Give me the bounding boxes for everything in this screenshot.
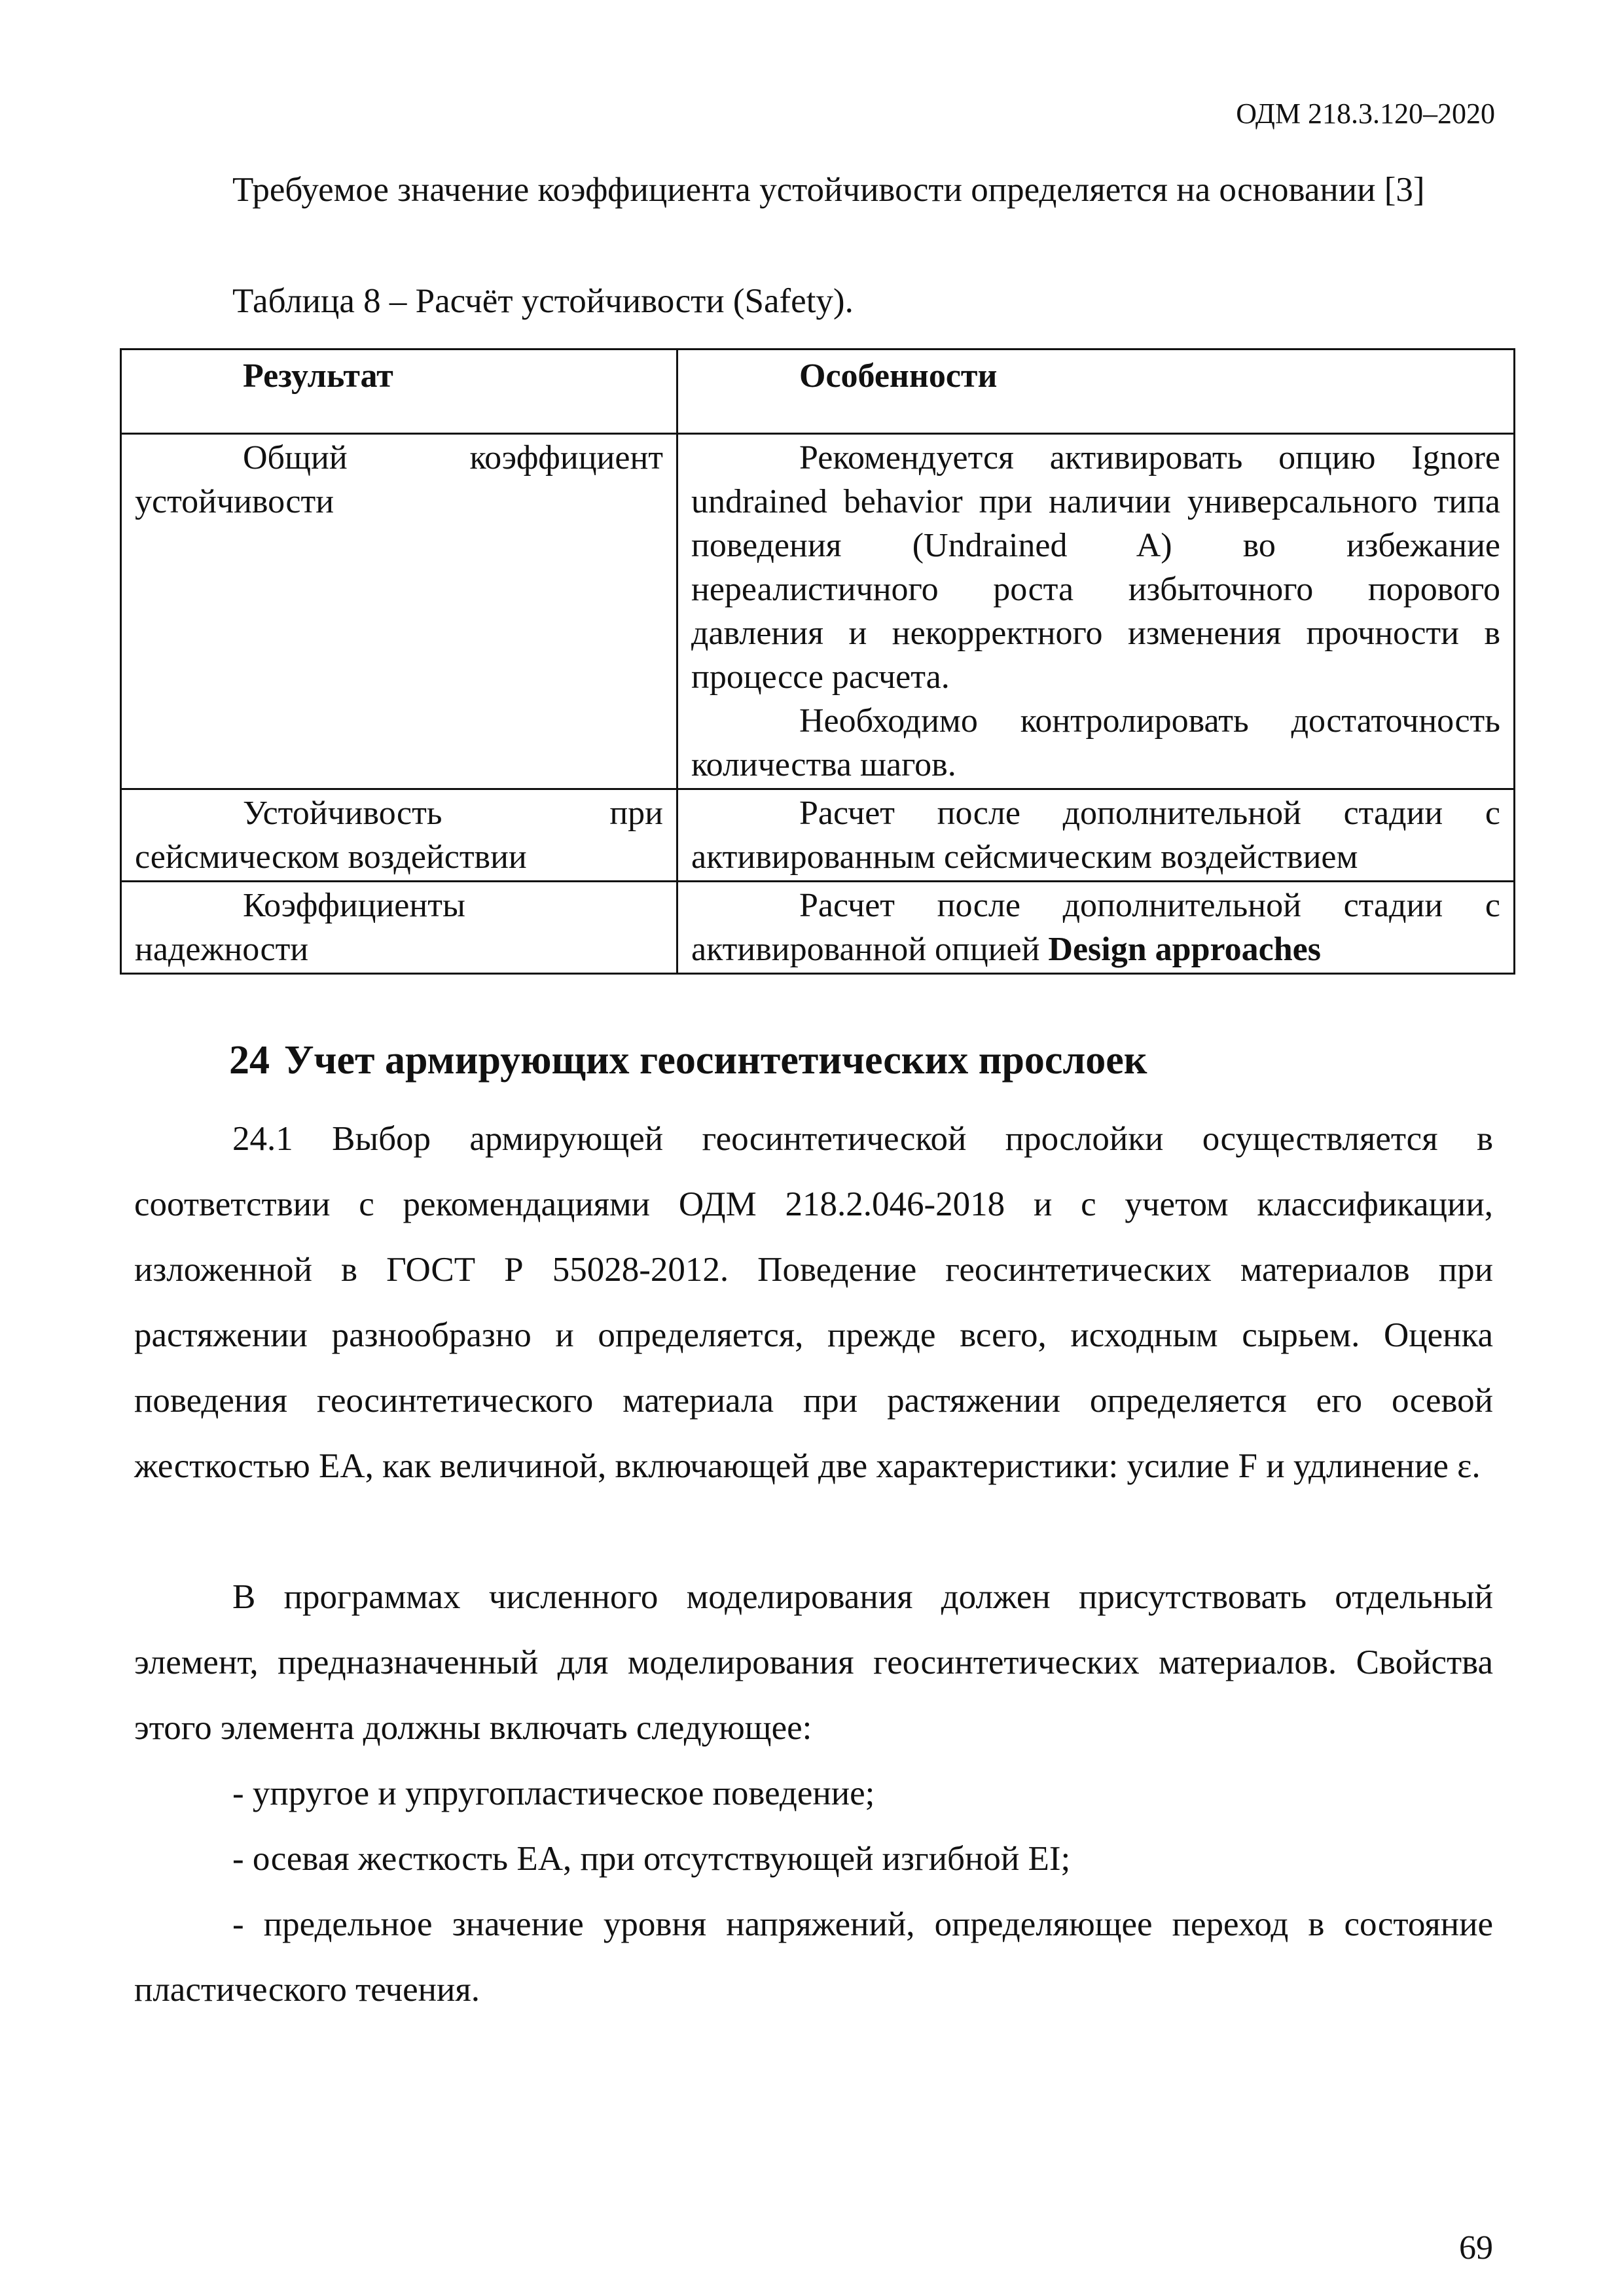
page-number: 69 xyxy=(1459,2229,1493,2267)
table-row xyxy=(121,882,1515,974)
cell-result xyxy=(121,789,677,882)
table-row xyxy=(121,434,1515,789)
list-item: - упругое и упругопластическое поведение; xyxy=(232,1774,875,1812)
feature-text: Расчет после дополнительной стадии с активированной опцией xyxy=(691,887,1500,968)
paragraph-24-1: 24.1 Выбор армирующей геосинтетической прослойки осуществляется в соответствии с рекомендациями ОДМ 218.2.046-2018 и с учетом классификации, изложенной в ГОСТ Р 55028-2012. Поведение геосинтетических материалов при растяжении разнообразно и определяется, прежде всего, исходным сырьем. Оценка поведения геосинтетического материала при растяжении определяется его осевой жесткостью EA, как величиной, включающей две характеристики: усилие F и удлинение ε. xyxy=(134,1120,1493,1485)
paragraph-programs: В программах численного моделирования должен присутствовать отдельный элемент, предназначенный для моделирования геосинтетических материалов. Свойства этого элемента должны включать следующее: xyxy=(134,1578,1493,1747)
feature-paragraph: Расчет после дополнительной стадии с активированным сейсмическим воздействием xyxy=(691,795,1500,876)
list-item: - осевая жесткость EA, при отсутствующей изгибной EI; xyxy=(232,1840,1071,1878)
document-code-header: ОДМ 218.3.120–2020 xyxy=(1236,98,1495,130)
section-number: 24 xyxy=(229,1038,270,1083)
section-heading xyxy=(229,1037,1147,1084)
design-approaches-bold: Design approaches xyxy=(1048,931,1321,968)
cell-result-text: Общий коэффициент xyxy=(243,439,663,476)
cell-result xyxy=(121,882,677,974)
column-header-features: Особенности xyxy=(677,350,1515,434)
feature-paragraph xyxy=(691,884,1500,971)
list-item: - предельное значение уровня напряжений, определяющее переход в состояние пластического течения. xyxy=(134,1905,1493,2009)
cell-result-text-cont: надежности xyxy=(135,931,309,968)
column-header-result: Результат xyxy=(121,350,677,434)
cell-features xyxy=(677,789,1515,882)
section-title: Учет армирующих геосинтетических прослоек xyxy=(284,1038,1147,1083)
feature-paragraph: Рекомендуется активировать опцию Ignore undrained behavior при наличии универсального типа поведения (Undrained A) во избежание нереалистичного роста избыточного порового давления и некорректного изменения прочности в процессе расчета. xyxy=(691,439,1500,696)
safety-table xyxy=(120,348,1515,975)
cell-result-text-cont: устойчивости xyxy=(135,483,334,520)
cell-features xyxy=(677,434,1515,789)
table-header-row xyxy=(121,350,1515,434)
cell-result-text-cont: сейсмическом воздействии xyxy=(135,838,527,876)
intro-paragraph: Требуемое значение коэффициента устойчивости определяется на основании [3] xyxy=(232,171,1425,209)
cell-result-text: Устойчивость при xyxy=(243,795,663,832)
feature-paragraph: Необходимо контролировать достаточность количества шагов. xyxy=(691,702,1500,783)
cell-result xyxy=(121,434,677,789)
cell-features xyxy=(677,882,1515,974)
table-caption: Таблица 8 – Расчёт устойчивости (Safety). xyxy=(232,282,854,320)
cell-result-text: Коэффициенты xyxy=(243,887,465,924)
table-row xyxy=(121,789,1515,882)
